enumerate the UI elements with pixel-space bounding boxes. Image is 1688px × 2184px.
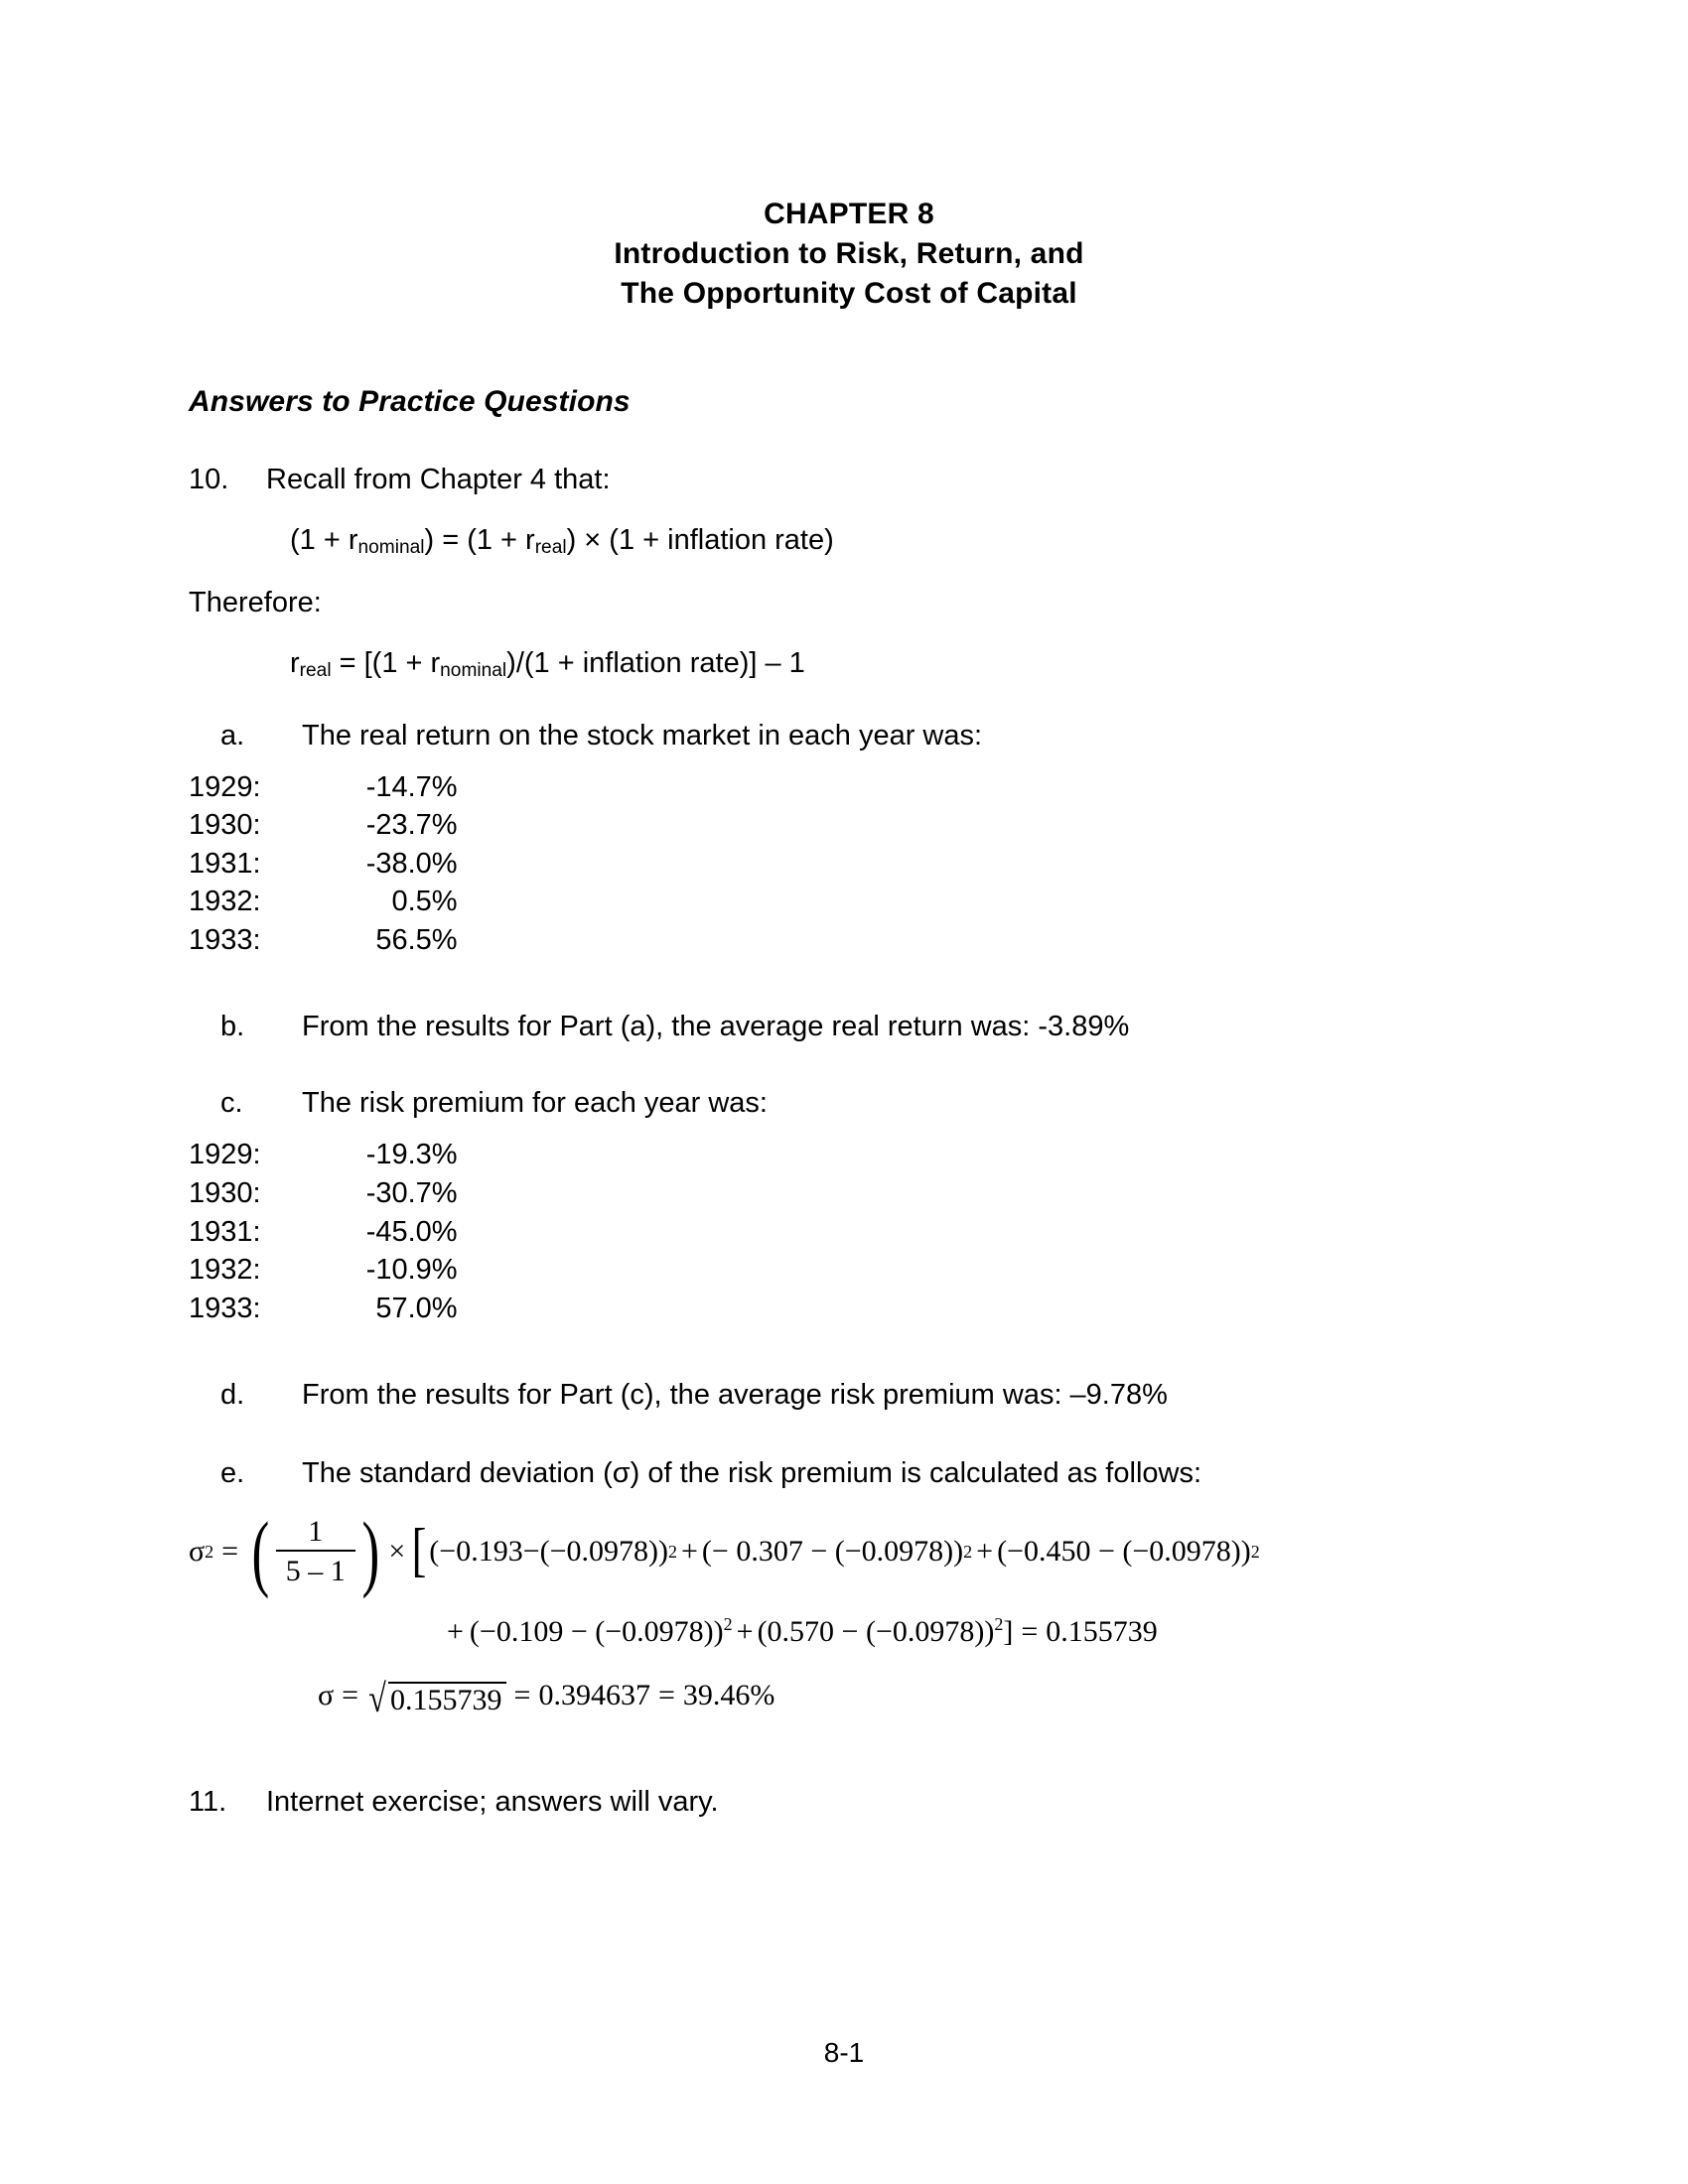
question-11-text: Internet exercise; answers will vary. [266, 1785, 719, 1818]
table-row [189, 1213, 458, 1252]
formula-1-sub-nominal: nominal [357, 536, 425, 558]
year-label: 1930: [189, 809, 261, 842]
multiply-sign: × [388, 1535, 406, 1569]
formula-nominal-real [189, 524, 1509, 557]
formula-1-part-1: (1 + r [290, 523, 358, 556]
year-value: -14.7% [365, 770, 458, 803]
plus-sign-line2: + [447, 1614, 464, 1648]
part-b-text: From the results for Part (a), the average real return was: -3.89% [302, 1011, 1130, 1043]
formula-1-part-3: ) × (1 + inflation rate) [566, 523, 834, 556]
page-content [189, 0, 1509, 1819]
year-value: 0.5% [391, 886, 458, 918]
title-line-chapter: CHAPTER 8 [764, 198, 934, 230]
plus-sign-3: + [736, 1614, 754, 1648]
part-a-text: The real return on the stock market in each year was: [302, 719, 983, 751]
year-value: -23.7% [365, 809, 458, 842]
sigma-equation-line [189, 1675, 1509, 1720]
question-10-intro: Recall from Chapter 4 that: [266, 463, 611, 495]
part-d [189, 1379, 1509, 1412]
table-row [189, 1251, 458, 1290]
part-c-table-body [189, 1136, 458, 1327]
equals-sign-2: = [1021, 1614, 1039, 1648]
year-label: 1933: [189, 1292, 261, 1324]
part-a-letter: a. [220, 719, 245, 751]
formula-1-sub-real: real [534, 536, 567, 558]
question-10 [189, 464, 1509, 496]
question-11 [189, 1786, 1509, 1819]
year-value: -30.7% [365, 1177, 458, 1210]
formula-2-sub-nominal: nominal [440, 659, 507, 681]
part-b [189, 1011, 1509, 1043]
variance-equation [189, 1503, 1509, 1720]
question-11-number: 11. [189, 1785, 227, 1818]
formula-1-part-2: ) = (1 + r [424, 523, 535, 556]
formula-2-part-3: )/(1 + inflation rate)] – 1 [506, 646, 805, 679]
variance-term-4: (−0.109 − (−0.0978)) [469, 1614, 724, 1648]
document-title [189, 0, 1509, 314]
fraction-denominator: 5 – 1 [276, 1550, 355, 1587]
year-value: 57.0% [375, 1292, 458, 1324]
table-row [189, 1290, 458, 1328]
formula-2-sub-real: real [299, 659, 332, 681]
equals-sign: = [221, 1535, 239, 1569]
year-value: -38.0% [365, 847, 458, 880]
part-e [189, 1457, 1509, 1490]
page-number-footer: 8-1 [823, 2037, 865, 2068]
year-label: 1933: [189, 923, 261, 956]
part-c-text: The risk premium for each year was: [302, 1087, 768, 1120]
section-heading-answers: Answers to Practice Questions [189, 384, 631, 418]
part-a-values-table [189, 768, 458, 960]
question-10-number: 10. [189, 463, 229, 495]
variance-term-3: (−0.450 − (−0.0978)) [997, 1535, 1251, 1569]
part-e-letter: e. [220, 1457, 245, 1490]
part-b-letter: b. [220, 1011, 245, 1043]
variance-term-4-exponent: 2 [723, 1613, 733, 1634]
variance-equation-line-1: σ 2 = ( $\frac{1}{5 - 1}$ ) × [ (−0.193−(−0.0978)) 2 + (− 0.307 − (−0.0978)) 2 + (−0.450 − (−0.0978)) 2 [189, 1503, 1260, 1599]
year-value: -19.3% [365, 1139, 458, 1171]
variance-term-5-exponent: 2 [994, 1613, 1004, 1634]
part-d-text: From the results for Part (c), the average risk premium was: –9.78% [302, 1379, 1168, 1412]
year-label: 1931: [189, 847, 261, 880]
sigma-symbol-2: σ [318, 1678, 335, 1711]
radicand-value: 0.155739 [388, 1682, 506, 1715]
year-value: -10.9% [365, 1254, 458, 1287]
part-d-letter: d. [220, 1379, 245, 1412]
table-row [189, 1174, 458, 1213]
square-root-group [366, 1675, 505, 1720]
table-row [189, 921, 458, 960]
variance-term-5: (0.570 − (−0.0978)) [757, 1614, 995, 1648]
therefore-label: Therefore: [189, 586, 322, 618]
title-line-subtitle-2: The Opportunity Cost of Capital [621, 276, 1077, 310]
table-row [189, 845, 458, 884]
year-label: 1932: [189, 1254, 261, 1287]
part-c-letter: c. [220, 1087, 243, 1120]
part-a-table-body [189, 768, 458, 960]
part-c-values-table [189, 1136, 458, 1327]
plus-sign-1: + [681, 1535, 698, 1569]
table-row [189, 1136, 458, 1174]
equals-sign-4: = [513, 1678, 531, 1711]
fraction-numerator: 1 [308, 1515, 324, 1549]
sigma-symbol: σ [189, 1535, 206, 1569]
table-row [189, 806, 458, 845]
year-value: -45.0% [365, 1215, 458, 1248]
fraction-one-over-n-minus-1 [276, 1516, 355, 1587]
year-label: 1930: [189, 1177, 261, 1210]
variance-term-1: (−0.193−(−0.0978)) [429, 1535, 668, 1569]
year-label: 1929: [189, 1139, 261, 1171]
sigma-percent-result: 39.46% [682, 1678, 775, 1711]
fraction-group [246, 1503, 384, 1599]
plus-sign-2: + [976, 1535, 994, 1569]
close-bracket-icon: ] [1003, 1614, 1014, 1648]
table-row [189, 883, 458, 921]
variance-equation-line-2 [189, 1613, 1509, 1648]
left-paren-icon: ( [251, 1503, 270, 1599]
formula-2-part-2: = [(1 + r [331, 646, 441, 679]
year-value: 56.5% [375, 923, 458, 956]
part-e-text: The standard deviation (σ) of the risk premium is calculated as follows: [302, 1457, 1202, 1490]
formula-real-solved [189, 647, 1509, 680]
sigma-decimal-result: 0.394637 [538, 1678, 650, 1711]
right-paren-icon: ) [361, 1503, 379, 1599]
year-label: 1931: [189, 1215, 261, 1248]
part-a [189, 720, 1509, 752]
part-c [189, 1087, 1509, 1120]
title-line-subtitle-1: Introduction to Risk, Return, and [614, 236, 1084, 270]
year-label: 1929: [189, 770, 261, 803]
formula-2-part-1: r [290, 646, 300, 679]
equals-sign-3: = [342, 1678, 359, 1711]
variance-result: 0.155739 [1046, 1614, 1158, 1648]
variance-term-2: (− 0.307 − (−0.0978)) [701, 1535, 964, 1569]
radical-sign-icon: √ [368, 1675, 386, 1720]
table-row [189, 768, 458, 807]
open-bracket-icon: [ [411, 1517, 427, 1583]
year-label: 1932: [189, 886, 261, 918]
equals-sign-5: = [657, 1678, 675, 1711]
